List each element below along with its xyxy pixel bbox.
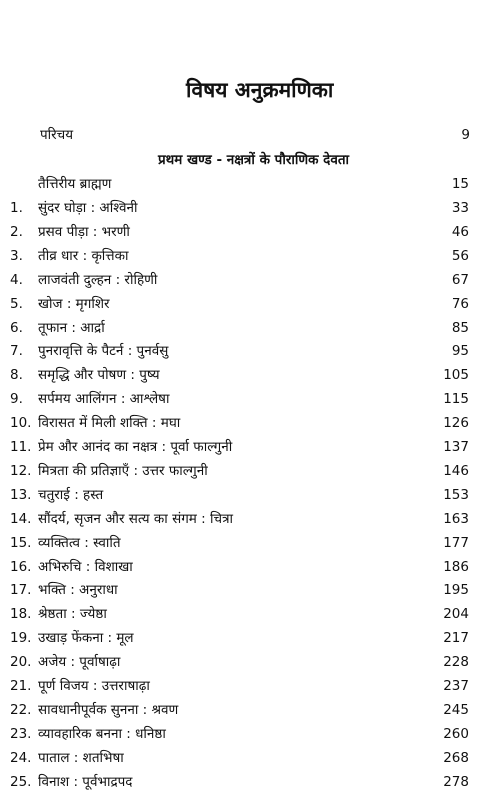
toc-row <box>0 603 479 626</box>
toc-entry-number: 12. <box>10 462 32 479</box>
toc-page-number: 260 <box>443 725 469 742</box>
toc-entry-label: श्रेष्ठता : ज्येष्ठा <box>38 606 107 623</box>
toc-row <box>0 532 479 555</box>
toc-page-number: 195 <box>443 582 469 599</box>
toc-row <box>0 579 479 602</box>
toc-entry-number: 8. <box>10 367 23 384</box>
toc-row <box>0 699 479 722</box>
toc-row <box>0 508 479 531</box>
toc-entry-number: 22. <box>10 701 32 718</box>
toc-row <box>0 723 479 746</box>
toc-entry-label: खोज : मृगशिर <box>38 295 110 312</box>
toc-page-number: 76 <box>451 295 469 312</box>
toc-entry-label: व्यावहारिक बनना : धनिष्ठा <box>38 725 166 742</box>
toc-entry-label: सर्पमय आलिंगन : आश्लेषा <box>38 391 170 408</box>
toc-row <box>0 675 479 698</box>
toc-page-number: 186 <box>443 558 469 575</box>
toc-page-number: 237 <box>443 678 469 694</box>
toc-entry-label: पुनरावृत्ति के पैटर्न : पुनर्वसु <box>38 343 169 360</box>
toc-row <box>0 245 479 268</box>
toc-page-number: 217 <box>443 630 469 647</box>
toc-entry-number: 16. <box>10 558 32 575</box>
toc-intro-row <box>0 124 479 147</box>
toc-row <box>0 269 479 292</box>
toc-page-number: 126 <box>443 415 469 432</box>
toc-entry-number: 18. <box>10 606 32 623</box>
toc-row <box>0 460 479 483</box>
section-heading-row <box>0 149 479 172</box>
toc-page-number: 85 <box>451 319 469 336</box>
toc-entry-label: चतुराई : हस्त <box>38 486 104 503</box>
toc-row <box>0 747 479 770</box>
toc-entry-label: उखाड़ फेंकना : मूल <box>38 630 134 647</box>
toc-entry-number: 14. <box>10 510 32 527</box>
toc-row <box>0 221 479 244</box>
toc-entry-number: 17. <box>10 582 32 599</box>
toc-entry-number: 24. <box>10 749 32 766</box>
toc-row <box>0 651 479 674</box>
toc-page-number: 146 <box>443 462 469 479</box>
toc-page-number: 153 <box>443 486 469 503</box>
toc-page-number: 204 <box>443 606 469 623</box>
toc-page-number: 163 <box>443 510 469 527</box>
toc-page-number: 137 <box>443 439 469 455</box>
page-title: विषय अनुक्रमणिका <box>186 78 334 102</box>
toc-entry-number: 5. <box>10 295 23 312</box>
toc-preface-row <box>0 173 479 196</box>
toc-entry-label: प्रसव पीड़ा : भरणी <box>38 223 130 240</box>
toc-entry-label: लाजवंती दुल्हन : रोहिणी <box>38 271 158 288</box>
toc-entry-number: 15. <box>10 534 32 551</box>
toc-row <box>0 340 479 363</box>
toc-entry-number: 2. <box>10 223 23 240</box>
toc-entry-label: पूर्ण विजय : उत्तराषाढ़ा <box>38 678 150 694</box>
toc-entry-label: सुंदर घोड़ा : अश्विनी <box>38 200 138 216</box>
toc-entry-label: सावधानीपूर्वक सुनना : श्रवण <box>38 701 179 718</box>
toc-row <box>0 388 479 411</box>
toc-entry-label: अजेय : पूर्वाषाढ़ा <box>38 654 121 671</box>
section-heading: प्रथम खण्ड - नक्षत्रों के पौराणिक देवता <box>158 152 350 168</box>
toc-entry-label: तूफान : आर्द्रा <box>38 319 105 336</box>
toc-entry-label: अभिरुचि : विशाखा <box>38 558 133 575</box>
toc-entry-number: 23. <box>10 725 32 742</box>
toc-page-number: 56 <box>451 247 469 264</box>
toc-row <box>0 556 479 579</box>
toc-entry-number: 19. <box>10 630 32 647</box>
toc-row <box>0 436 479 459</box>
toc-page-number: 177 <box>443 534 469 551</box>
toc-row <box>0 293 479 316</box>
toc-entry-number: 9. <box>10 391 23 408</box>
toc-entry-number: 4. <box>10 271 23 288</box>
toc-entry-label: भक्ति : अनुराधा <box>38 582 118 599</box>
toc-entry-number: 25. <box>10 773 32 790</box>
toc-entry-label: तैत्तिरीय ब्राह्मण <box>38 176 112 192</box>
toc-row <box>0 771 479 794</box>
toc-entry-number: 20. <box>10 654 32 671</box>
toc-entry-label: व्यक्तित्व : स्वाति <box>38 534 121 551</box>
toc-entry-label: विनाश : पूर्वभाद्रपद <box>38 773 133 790</box>
toc-page-number: 95 <box>451 343 469 360</box>
toc-page-number: 33 <box>451 200 469 216</box>
toc-entry-label: मित्रता की प्रतिज्ञाएँ : उत्तर फाल्गुनी <box>38 462 208 479</box>
toc-entry-number: 6. <box>10 319 23 336</box>
toc-entry-number: 1. <box>10 200 23 216</box>
toc-page-number: 268 <box>443 749 469 766</box>
toc-entry-label: समृद्धि और पोषण : पुष्य <box>38 367 160 384</box>
toc-entry-label: परिचय <box>40 127 74 143</box>
toc-page-number: 46 <box>451 223 469 240</box>
toc-entry-label: तीव्र धार : कृत्तिका <box>38 247 129 264</box>
toc-page-number: 115 <box>443 391 469 408</box>
toc-entry-label: पाताल : शतभिषा <box>38 749 124 766</box>
toc-entry-number: 10. <box>10 415 32 432</box>
toc-row <box>0 484 479 507</box>
toc-row <box>0 364 479 387</box>
toc-page-number: 228 <box>443 654 469 671</box>
toc-row <box>0 627 479 650</box>
toc-row <box>0 197 479 220</box>
toc-page-number: 278 <box>443 773 469 790</box>
toc-page-number: 105 <box>443 367 469 384</box>
toc-page-number: 245 <box>443 701 469 718</box>
toc-page-number: 9 <box>461 127 470 143</box>
toc-entry-label: प्रेम और आनंद का नक्षत्र : पूर्वा फाल्गुनी <box>38 439 233 455</box>
toc-page-number: 15 <box>451 176 469 192</box>
toc-entry-label: सौंदर्य, सृजन और सत्य का संगम : चित्रा <box>38 510 234 527</box>
toc-row <box>0 412 479 435</box>
toc-entry-number: 11. <box>10 439 32 455</box>
toc-entry-label: विरासत में मिली शक्ति : मघा <box>38 415 181 432</box>
toc-entry-number: 7. <box>10 343 23 360</box>
toc-entry-number: 3. <box>10 247 23 264</box>
toc-page-number: 67 <box>451 271 469 288</box>
toc-entry-number: 21. <box>10 678 32 694</box>
toc-row <box>0 317 479 340</box>
toc-entry-number: 13. <box>10 486 32 503</box>
